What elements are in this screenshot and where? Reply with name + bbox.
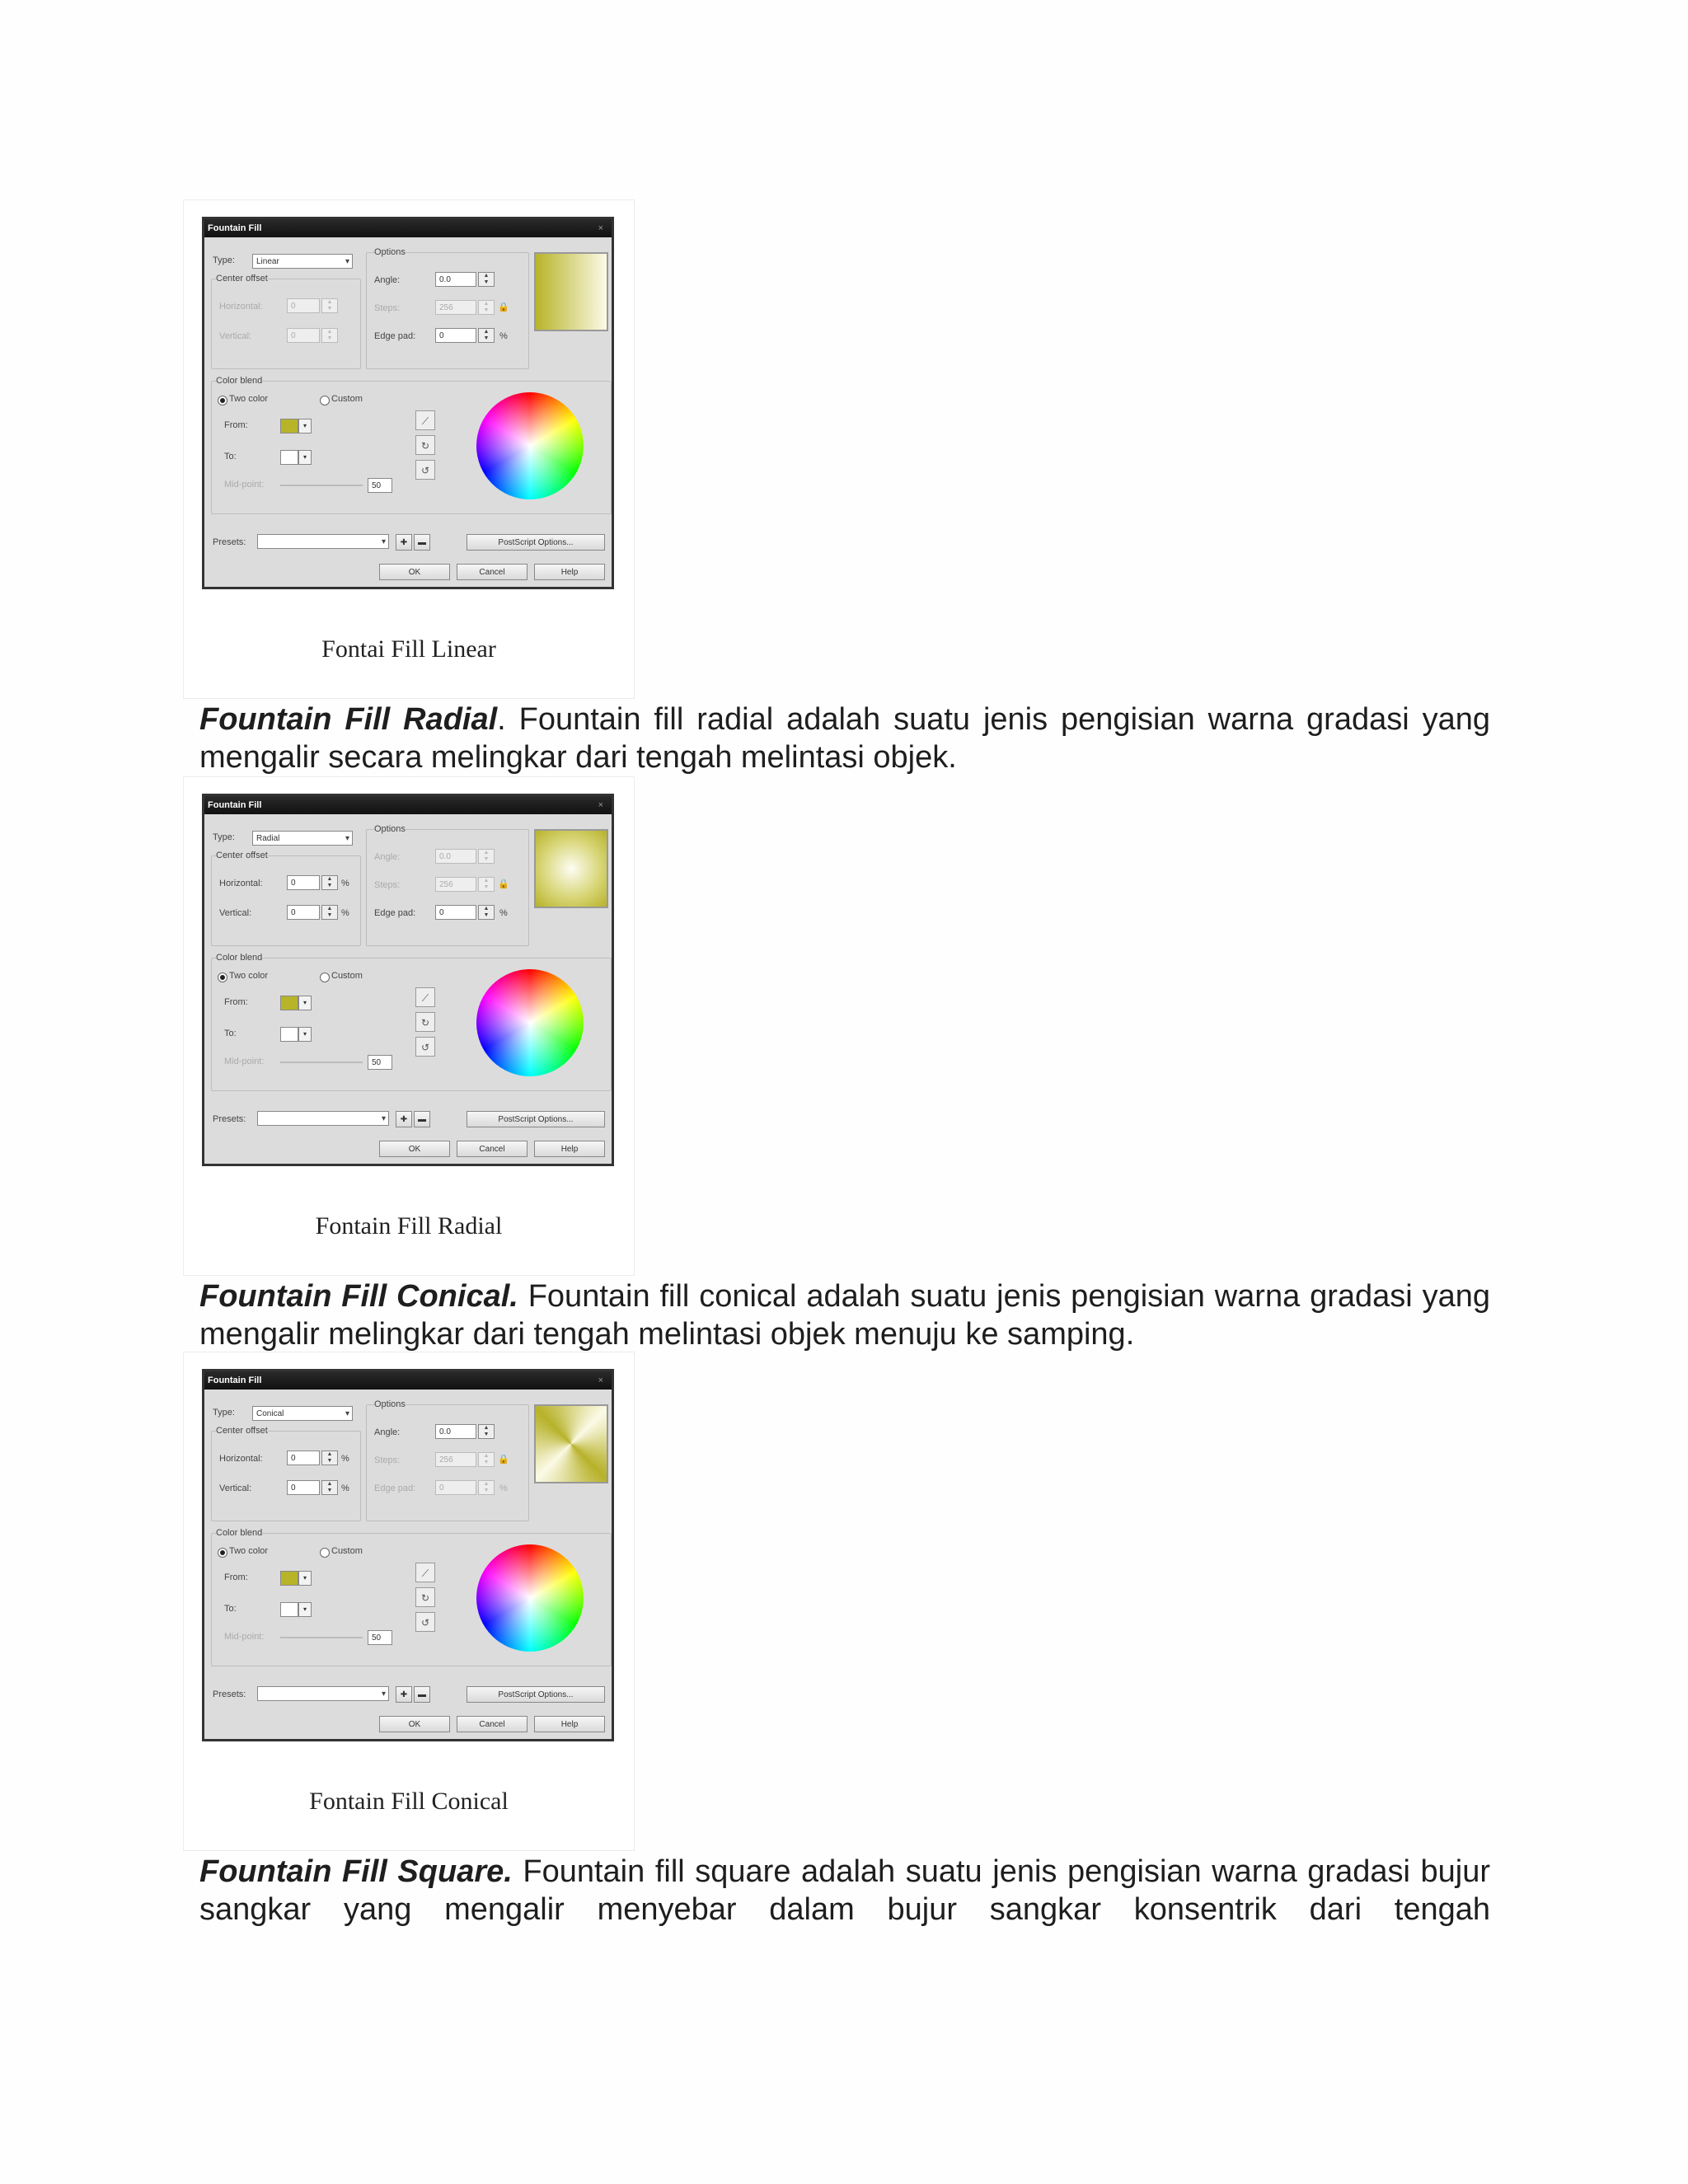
- edge-pad-input[interactable]: 0: [435, 1480, 476, 1495]
- paragraph-conical: [199, 1277, 1490, 1353]
- term-radial: Fountain Fill Radial: [199, 702, 498, 737]
- custom-label: Custom: [331, 394, 363, 404]
- dialog-title: Fountain Fill: [208, 800, 262, 810]
- custom-label: Custom: [331, 1546, 363, 1556]
- help-button[interactable]: Help: [534, 1716, 605, 1732]
- mid-point-input[interactable]: 50: [368, 478, 392, 493]
- close-icon[interactable]: ×: [598, 223, 603, 233]
- vertical-label: Vertical:: [219, 331, 252, 341]
- from-color-dropdown-icon[interactable]: ▾: [298, 996, 312, 1010]
- vertical-spinner[interactable]: ▲ ▼: [321, 905, 338, 920]
- to-label: To:: [224, 1029, 237, 1038]
- presets-label: Presets:: [213, 537, 246, 547]
- close-icon[interactable]: ×: [598, 800, 603, 810]
- from-label: From:: [224, 1572, 248, 1582]
- dialog-titlebar: [204, 1371, 612, 1390]
- vertical-label: Vertical:: [219, 1483, 252, 1493]
- mid-point-label: Mid-point:: [224, 1057, 265, 1066]
- vertical-input[interactable]: 0: [287, 1480, 320, 1495]
- percent-label: %: [341, 908, 349, 918]
- custom-radio[interactable]: [320, 396, 330, 405]
- presets-label: Presets:: [213, 1114, 246, 1124]
- ok-button[interactable]: OK: [379, 1141, 450, 1157]
- fountain-fill-dialog: [202, 217, 614, 589]
- type-select[interactable]: Conical ▾: [252, 1406, 353, 1421]
- close-icon[interactable]: ×: [598, 1376, 603, 1385]
- color-wheel[interactable]: [476, 969, 584, 1076]
- edge-pad-spinner[interactable]: ▲ ▼: [478, 328, 495, 343]
- edge-pad-label: Edge pad:: [374, 1483, 416, 1493]
- add-preset-icon[interactable]: ✚: [396, 534, 412, 551]
- help-button[interactable]: Help: [534, 1141, 605, 1157]
- add-preset-icon[interactable]: ✚: [396, 1111, 412, 1127]
- options-label: Options: [374, 247, 406, 257]
- add-preset-icon[interactable]: ✚: [396, 1686, 412, 1703]
- counterclockwise-blend-icon[interactable]: ↺: [415, 1037, 435, 1057]
- center-offset-group: [211, 855, 361, 946]
- presets-label: Presets:: [213, 1690, 246, 1699]
- steps-input[interactable]: 256: [435, 300, 476, 315]
- paragraph-square: [199, 1853, 1490, 1929]
- figure-caption: Fontai Fill Linear: [321, 635, 496, 663]
- center-offset-group: [211, 1431, 361, 1521]
- angle-label: Angle:: [374, 852, 401, 862]
- from-color-dropdown-icon[interactable]: ▾: [298, 1571, 312, 1586]
- vertical-spinner[interactable]: ▲ ▼: [321, 1480, 338, 1495]
- mid-point-input[interactable]: 50: [368, 1630, 392, 1645]
- two-color-radio[interactable]: [218, 396, 227, 405]
- steps-input[interactable]: 256: [435, 877, 476, 892]
- cancel-button[interactable]: Cancel: [457, 564, 528, 580]
- remove-preset-icon[interactable]: ▬: [414, 1111, 430, 1127]
- two-color-label: Two color: [229, 971, 269, 981]
- presets-select[interactable]: [257, 1686, 389, 1701]
- fill-preview: [534, 829, 608, 908]
- paragraph-text: Fountain fill conical adalah suatu jenis pengisian warna gradasi yang mengalir melingkar dari tengah melintasi objek menuju ke samping.: [199, 1279, 1490, 1352]
- paragraph-text: Fountain fill radial adalah suatu jenis pengisian warna gradasi yang mengalir secara melingkar dari tengah melintasi objek.: [199, 702, 1490, 775]
- horizontal-input[interactable]: 0: [287, 875, 320, 890]
- horizontal-label: Horizontal:: [219, 1454, 263, 1464]
- horizontal-input[interactable]: 0: [287, 1451, 320, 1465]
- steps-spinner[interactable]: ▲ ▼: [478, 300, 495, 315]
- custom-radio[interactable]: [320, 1548, 330, 1558]
- edge-pad-input[interactable]: 0: [435, 905, 476, 920]
- fountain-fill-dialog: [202, 794, 614, 1166]
- steps-label: Steps:: [374, 303, 401, 313]
- center-offset-label: Center offset: [216, 274, 268, 284]
- edge-pad-label: Edge pad:: [374, 331, 416, 341]
- two-color-label: Two color: [229, 394, 269, 404]
- dialog-titlebar: [204, 796, 612, 814]
- angle-spinner[interactable]: ▲ ▼: [478, 272, 495, 287]
- angle-input[interactable]: 0.0: [435, 849, 476, 864]
- fill-preview: [534, 1404, 608, 1483]
- vertical-spinner[interactable]: ▲ ▼: [321, 328, 338, 343]
- term-conical: Fountain Fill Conical.: [199, 1279, 518, 1314]
- figure-caption: Fontain Fill Radial: [315, 1212, 503, 1240]
- to-label: To:: [224, 1604, 237, 1614]
- edge-pad-spinner[interactable]: ▲ ▼: [478, 905, 495, 920]
- options-label: Options: [374, 824, 406, 834]
- to-color-swatch[interactable]: [280, 1602, 298, 1617]
- mid-point-slider[interactable]: [280, 485, 363, 486]
- cancel-button[interactable]: Cancel: [457, 1716, 528, 1732]
- from-color-dropdown-icon[interactable]: ▾: [298, 419, 312, 434]
- dialog-title: Fountain Fill: [208, 1376, 262, 1385]
- to-color-swatch[interactable]: [280, 450, 298, 465]
- edge-pad-input[interactable]: 0: [435, 328, 476, 343]
- angle-input[interactable]: 0.0: [435, 272, 476, 287]
- vertical-input[interactable]: 0: [287, 905, 320, 920]
- to-color-dropdown-icon[interactable]: ▾: [298, 450, 312, 465]
- type-label: Type:: [213, 832, 235, 842]
- ok-button[interactable]: OK: [379, 564, 450, 580]
- lock-icon[interactable]: 🔒: [498, 879, 509, 889]
- steps-input[interactable]: 256: [435, 1452, 476, 1467]
- color-blend-label: Color blend: [216, 376, 263, 386]
- horizontal-label: Horizontal:: [219, 879, 263, 888]
- percent-label: %: [341, 879, 349, 888]
- postscript-options-button[interactable]: PostScript Options...: [467, 1686, 605, 1703]
- from-label: From:: [224, 420, 248, 430]
- term-suffix: .: [497, 702, 506, 737]
- from-color-swatch[interactable]: [280, 419, 298, 434]
- dialog-title: Fountain Fill: [208, 223, 262, 233]
- color-wheel[interactable]: [476, 392, 584, 499]
- figure-linear: [183, 199, 635, 699]
- counterclockwise-blend-icon[interactable]: ↺: [415, 460, 435, 480]
- steps-label: Steps:: [374, 1455, 401, 1465]
- percent-label: %: [341, 1454, 349, 1464]
- center-offset-group: [211, 279, 361, 369]
- type-select[interactable]: Linear ▾: [252, 254, 353, 269]
- to-color-dropdown-icon[interactable]: ▾: [298, 1602, 312, 1617]
- color-blend-label: Color blend: [216, 953, 263, 963]
- to-color-dropdown-icon[interactable]: ▾: [298, 1027, 312, 1042]
- from-color-swatch[interactable]: [280, 996, 298, 1010]
- mid-point-slider[interactable]: [280, 1637, 363, 1638]
- presets-select[interactable]: [257, 534, 389, 549]
- mid-point-input[interactable]: 50: [368, 1055, 392, 1070]
- remove-preset-icon[interactable]: ▬: [414, 534, 430, 551]
- options-label: Options: [374, 1399, 406, 1409]
- custom-radio[interactable]: [320, 972, 330, 982]
- help-button[interactable]: Help: [534, 564, 605, 580]
- mid-point-label: Mid-point:: [224, 480, 265, 490]
- to-color-swatch[interactable]: [280, 1027, 298, 1042]
- horizontal-spinner[interactable]: ▲ ▼: [321, 298, 338, 313]
- horizontal-label: Horizontal:: [219, 302, 263, 312]
- figure-conical: [183, 1352, 635, 1851]
- dialog-titlebar: [204, 219, 612, 237]
- clockwise-blend-icon[interactable]: ↻: [415, 1012, 435, 1032]
- mid-point-label: Mid-point:: [224, 1632, 265, 1642]
- fill-preview: [534, 252, 608, 331]
- to-label: To:: [224, 452, 237, 462]
- angle-label: Angle:: [374, 1427, 401, 1437]
- color-wheel[interactable]: [476, 1544, 584, 1652]
- direct-blend-icon[interactable]: ⟋: [415, 1563, 435, 1582]
- horizontal-input[interactable]: 0: [287, 298, 320, 313]
- horizontal-spinner[interactable]: ▲ ▼: [321, 1451, 338, 1465]
- paragraph-text: Fountain fill square adalah suatu jenis pengisian warna gradasi bujur sangkar yang mengalir menyebar dalam bujur sangkar konsentrik dari tengah: [199, 1854, 1490, 1927]
- center-offset-label: Center offset: [216, 1426, 268, 1436]
- lock-icon[interactable]: 🔒: [498, 1455, 509, 1465]
- clockwise-blend-icon[interactable]: ↻: [415, 1587, 435, 1607]
- mid-point-slider[interactable]: [280, 1062, 363, 1063]
- percent-label: %: [499, 1483, 508, 1493]
- fountain-fill-dialog: [202, 1369, 614, 1741]
- paragraph-radial: [199, 701, 1490, 776]
- center-offset-label: Center offset: [216, 851, 268, 860]
- two-color-radio[interactable]: [218, 1548, 227, 1558]
- steps-spinner[interactable]: ▲ ▼: [478, 877, 495, 892]
- edge-pad-spinner[interactable]: ▲ ▼: [478, 1480, 495, 1495]
- two-color-radio[interactable]: [218, 972, 227, 982]
- angle-spinner[interactable]: ▲ ▼: [478, 849, 495, 864]
- lock-icon[interactable]: 🔒: [498, 302, 509, 312]
- from-color-swatch[interactable]: [280, 1571, 298, 1586]
- steps-spinner[interactable]: ▲ ▼: [478, 1452, 495, 1467]
- postscript-options-button[interactable]: PostScript Options...: [467, 534, 605, 551]
- type-label: Type:: [213, 255, 235, 265]
- figure-radial: [183, 776, 635, 1276]
- two-color-label: Two color: [229, 1546, 269, 1556]
- percent-label: %: [499, 331, 508, 341]
- angle-input[interactable]: 0.0: [435, 1424, 476, 1439]
- color-blend-label: Color blend: [216, 1528, 263, 1538]
- type-select[interactable]: Radial ▾: [252, 831, 353, 846]
- direct-blend-icon[interactable]: ⟋: [415, 987, 435, 1007]
- horizontal-spinner[interactable]: ▲ ▼: [321, 875, 338, 890]
- cancel-button[interactable]: Cancel: [457, 1141, 528, 1157]
- type-label: Type:: [213, 1408, 235, 1418]
- custom-label: Custom: [331, 971, 363, 981]
- direct-blend-icon[interactable]: ⟋: [415, 410, 435, 430]
- percent-label: %: [499, 908, 508, 918]
- remove-preset-icon[interactable]: ▬: [414, 1686, 430, 1703]
- percent-label: %: [341, 1483, 349, 1493]
- angle-spinner[interactable]: ▲ ▼: [478, 1424, 495, 1439]
- angle-label: Angle:: [374, 275, 401, 285]
- postscript-options-button[interactable]: PostScript Options...: [467, 1111, 605, 1127]
- counterclockwise-blend-icon[interactable]: ↺: [415, 1612, 435, 1632]
- steps-label: Steps:: [374, 880, 401, 890]
- presets-select[interactable]: [257, 1111, 389, 1126]
- figure-caption: Fontain Fill Conical: [309, 1788, 509, 1815]
- vertical-input[interactable]: 0: [287, 328, 320, 343]
- clockwise-blend-icon[interactable]: ↻: [415, 435, 435, 455]
- vertical-label: Vertical:: [219, 908, 252, 918]
- edge-pad-label: Edge pad:: [374, 908, 416, 918]
- term-square: Fountain Fill Square.: [199, 1854, 513, 1889]
- ok-button[interactable]: OK: [379, 1716, 450, 1732]
- from-label: From:: [224, 997, 248, 1007]
